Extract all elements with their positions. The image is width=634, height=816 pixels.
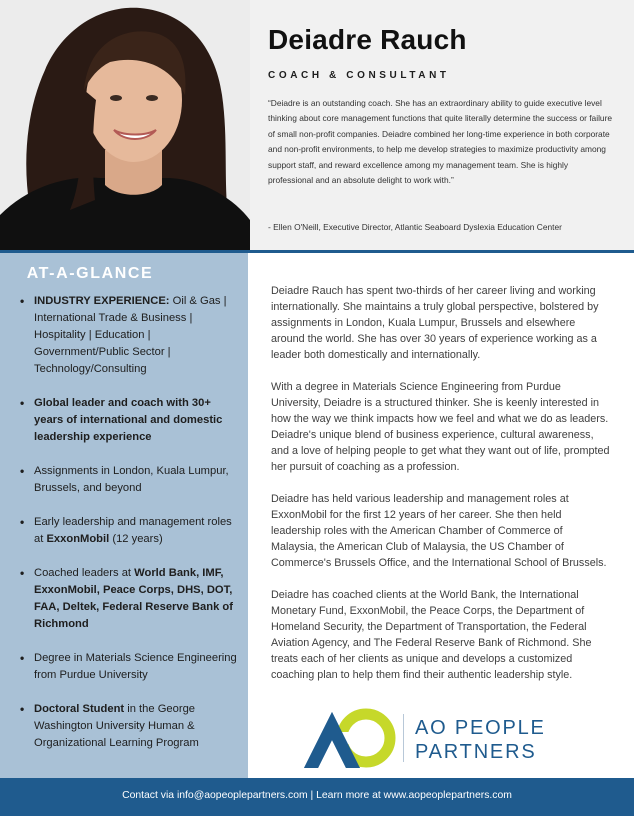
bio-paragraph: Deiadre Rauch has spent two-thirds of her career living and working internationally. She maintains a truly global perspective, bolstered by assignments in London, Kuala Lumpur, Brussels and elsewhere around the world. She has over 30 years of experience working as a leader both domestically and internationally. xyxy=(271,285,599,361)
profile-photo xyxy=(0,0,250,250)
ao-logo-mark-icon xyxy=(302,706,398,770)
at-a-glance-sidebar xyxy=(0,253,248,778)
person-title: COACH & CONSULTANT xyxy=(268,70,450,81)
company-logo xyxy=(302,706,562,770)
list-item: • Doctoral Student in the George Washington University Human & Organizational Learning Program xyxy=(20,702,199,749)
person-name: Deiadre Rauch xyxy=(268,24,467,55)
testimonial-quote: “Deiadre is an outstanding coach. She has an extraordinary ability to guide executive level thinking about core management functions that quite literally determine the success or failure of small non-profit companies. Deiadre combined her long-time experience in both corporate and non-profit environments, to help me develop strategies to maximize productivity among support staff, and reward excellence among my management team. She is highly professional and an absolute delight to work with.” xyxy=(268,98,613,186)
glance-list xyxy=(20,293,240,769)
list-item: • INDUSTRY EXPERIENCE: Oil & Gas | International Trade & Business | Hospitality | Education | Government/Public Sector | Technology/Consulting xyxy=(20,294,227,375)
header xyxy=(0,0,634,250)
list-item: • Coached leaders at World Bank, IMF, ExxonMobil, Peace Corps, DHS, DOT, FAA, Deltek, Federal Reserve Bank of Richmond xyxy=(20,566,233,630)
list-item: • Degree in Materials Science Engineering from Purdue University xyxy=(20,651,237,681)
logo-separator xyxy=(403,714,404,762)
list-item: • Assignments in London, Kuala Lumpur, Brussels, and beyond xyxy=(20,464,229,494)
bullet-icon: • xyxy=(20,566,25,580)
logo-text xyxy=(415,716,546,764)
list-item: • Global leader and coach with 30+ years of international and domestic leadership experience xyxy=(20,396,223,443)
bio-section xyxy=(271,283,611,699)
logo-line-1: AO PEOPLE xyxy=(415,717,546,739)
footer-contact: Contact via info@aopeoplepartners.com | Learn more at www.aopeoplepartners.com xyxy=(122,790,512,801)
testimonial-attribution: - Ellen O'Neill, Executive Director, Atlantic Seaboard Dyslexia Education Center xyxy=(268,222,562,232)
bio-paragraph: Deiadre has coached clients at the World Bank, the International Monetary Fund, ExxonMobil, the Peace Corps, the Department of Homeland Security, the Department of Transportation, the Federal Aviation Agency, and The Federal Reserve Bank of Richmond. She treats each of her clients as unique and develops a customized coaching plan to help them find their authentic leadership style. xyxy=(271,589,592,681)
portrait-illustration xyxy=(0,0,250,250)
bullet-icon: • xyxy=(20,515,25,529)
bullet-icon: • xyxy=(20,651,25,665)
bullet-icon: • xyxy=(20,294,25,308)
bio-paragraph: With a degree in Materials Science Engineering from Purdue University, Deiadre is a structured thinker. She is keenly interested in how the way we think impacts how we feel and what we do as leaders. Deiadre's unique blend of business experience, cultural awareness, and a love of helping people to get what they want out of life, prompted her pursuit of coaching as a profession. xyxy=(271,381,610,473)
list-item: • Early leadership and management roles at ExxonMobil (12 years) xyxy=(20,515,232,545)
bullet-icon: • xyxy=(20,464,25,478)
footer xyxy=(0,778,634,816)
bio-paragraph: Deiadre has held various leadership and management roles at ExxonMobil for the first 12 years of her career. She then held leadership roles with the American Chamber of Commerce of Malaysia, the American Club of Malaysia, the US Chamber of Commerce's Brussels Office, and the International School of Brussels. xyxy=(271,493,607,569)
sidebar-title: AT-A-GLANCE xyxy=(26,265,154,282)
logo-line-2: PARTNERS xyxy=(415,741,537,763)
bullet-icon: • xyxy=(20,396,25,410)
bullet-icon: • xyxy=(20,702,25,716)
